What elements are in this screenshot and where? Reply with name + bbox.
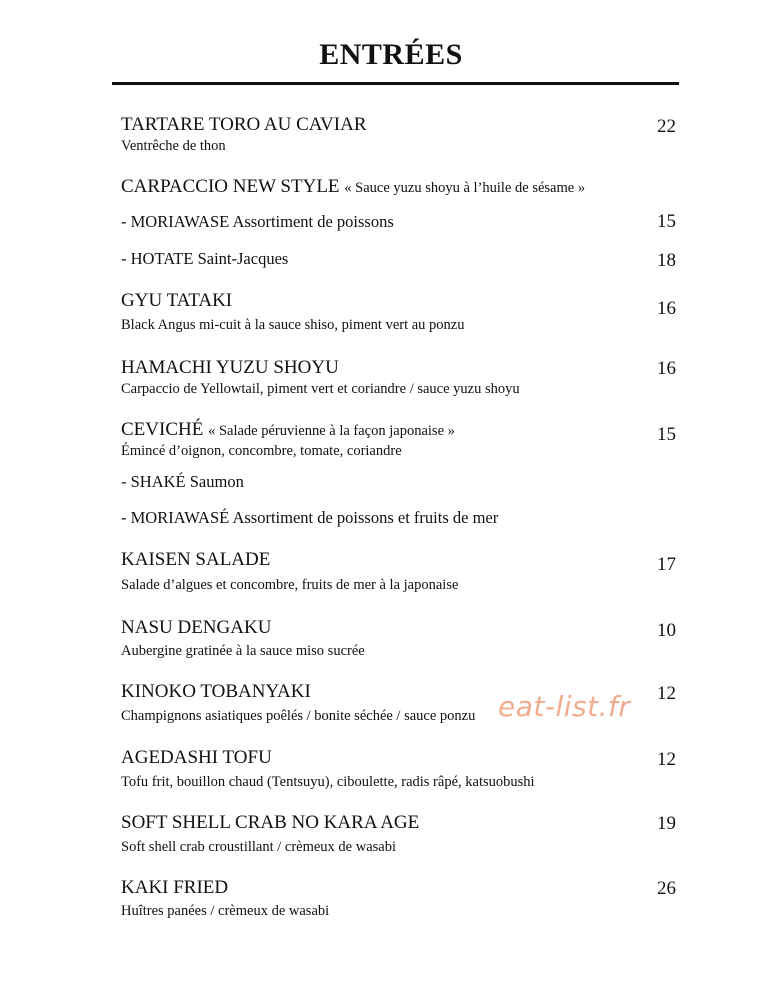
menu-item-description: Émincé d’oignon, concombre, tomate, coriandre xyxy=(121,443,402,459)
menu-item-name: AGEDASHI TOFU xyxy=(121,747,272,768)
menu-option-price: 15 xyxy=(657,211,676,232)
menu-item-description: Salade d’algues et concombre, fruits de mer à la japonaise xyxy=(121,577,459,593)
menu-item-description: Carpaccio de Yellowtail, piment vert et coriandre / sauce yuzu shoyu xyxy=(121,381,520,397)
menu-item-price: 22 xyxy=(657,116,676,137)
menu-item-description: Tofu frit, bouillon chaud (Tentsuyu), ciboulette, radis râpé, katsuobushi xyxy=(121,774,535,790)
menu-item-price: 12 xyxy=(657,749,676,770)
menu-option xyxy=(121,508,498,528)
menu-item-name: GYU TATAKI xyxy=(121,290,233,311)
menu-option xyxy=(121,472,244,492)
menu-item-price: 12 xyxy=(657,683,676,704)
menu-option-name: - MORIAWASÉ xyxy=(121,508,230,527)
menu-item-price: 16 xyxy=(657,298,676,319)
menu-item-description: Ventrêche de thon xyxy=(121,138,226,154)
menu-option-price: 18 xyxy=(657,250,676,271)
menu-option-description: Assortiment de poissons et fruits de mer xyxy=(232,508,499,527)
menu-item-subtitle: « Salade péruvienne à la façon japonaise » xyxy=(208,423,455,439)
menu-item-name xyxy=(121,419,455,441)
menu-item-name-text: CEVICHÉ xyxy=(121,419,204,440)
menu-item-name: KINOKO TOBANYAKI xyxy=(121,681,311,702)
menu-option-name: - MORIAWASE xyxy=(121,212,230,231)
menu-option-description: Assortiment de poissons xyxy=(232,212,394,231)
menu-item-price: 15 xyxy=(657,424,676,445)
menu-option-name: - SHAKÉ xyxy=(121,472,186,491)
menu-item-subtitle: « Sauce yuzu shoyu à l’huile de sésame » xyxy=(344,180,586,196)
watermark: eat-list.fr xyxy=(498,690,631,723)
menu-item-name: TARTARE TORO AU CAVIAR xyxy=(121,114,367,135)
menu-item-price: 26 xyxy=(657,878,676,899)
menu-option-name: - HOTATE xyxy=(121,249,194,268)
menu-item-description: Champignons asiatiques poêlés / bonite séchée / sauce ponzu xyxy=(121,708,476,724)
title-divider xyxy=(112,82,679,85)
menu-item-description: Soft shell crab croustillant / crèmeux de wasabi xyxy=(121,839,397,855)
menu-item-price: 16 xyxy=(657,358,676,379)
menu-option-description: Saint-Jacques xyxy=(197,249,289,268)
menu-item-description: Aubergine gratinée à la sauce miso sucrée xyxy=(121,643,365,659)
menu-item-price: 17 xyxy=(657,554,676,575)
menu-item-name xyxy=(121,176,585,198)
menu-item-description: Black Angus mi-cuit à la sauce shiso, piment vert au ponzu xyxy=(121,317,465,333)
menu-item-name: HAMACHI YUZU SHOYU xyxy=(121,357,339,378)
menu-option xyxy=(121,212,394,232)
menu-item-name: KAKI FRIED xyxy=(121,877,229,898)
menu-option-description: Saumon xyxy=(189,472,244,491)
menu-item-name: NASU DENGAKU xyxy=(121,617,272,638)
menu-item-price: 10 xyxy=(657,620,676,641)
menu-item-name: SOFT SHELL CRAB NO KARA AGE xyxy=(121,812,420,833)
menu-item-price: 19 xyxy=(657,813,676,834)
menu-item-name-text: CARPACCIO NEW STYLE xyxy=(121,176,340,197)
menu-item-description: Huîtres panées / crèmeux de wasabi xyxy=(121,903,330,919)
page-title: ENTRÉES xyxy=(319,38,463,71)
menu-option xyxy=(121,249,288,269)
menu-item-name: KAISEN SALADE xyxy=(121,549,271,570)
